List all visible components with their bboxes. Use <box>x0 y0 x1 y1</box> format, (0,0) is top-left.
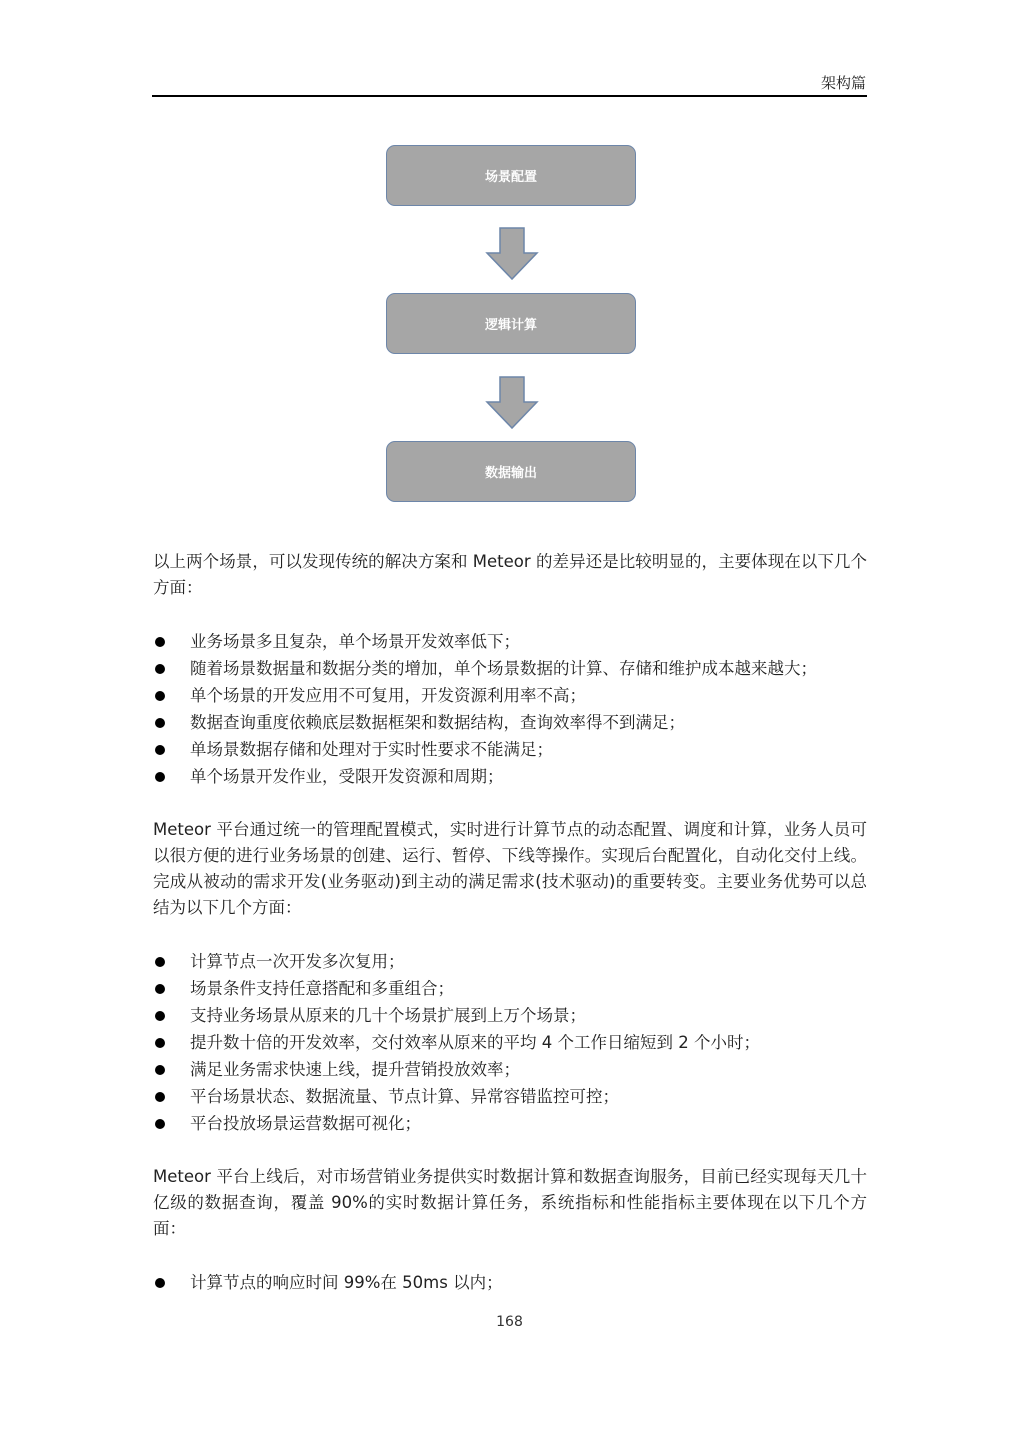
bullet-icon <box>155 1011 165 1021</box>
online-paragraph: Meteor 平台上线后，对市场营销业务提供实时数据计算和数据查询服务，目前已经实现每天几十亿级的数据查询，覆盖 90%的实时数据计算任务，系统指标和性能指标主要体现在以下几个方面： <box>153 1167 867 1238</box>
list-item: 平台场景状态、数据流量、节点计算、异常容错监控可控； <box>153 1083 893 1110</box>
list-item: 场景条件支持任意搭配和多重组合； <box>153 975 893 1002</box>
flow-step-data-output: 数据输出 <box>386 441 636 502</box>
list-item: 单个场景开发作业，受限开发资源和周期； <box>153 763 893 790</box>
list-item: 数据查询重度依赖底层数据框架和数据结构，查询效率得不到满足； <box>153 709 893 736</box>
intro-paragraph: 以上两个场景，可以发现传统的解决方案和 Meteor 的差异还是比较明显的，主要体现在以下几个方面： <box>153 552 867 597</box>
bullet-icon <box>155 984 165 994</box>
list-item: 平台投放场景运营数据可视化； <box>153 1110 893 1137</box>
list-item: 计算节点一次开发多次复用； <box>153 948 893 975</box>
bullet-icon <box>155 1119 165 1129</box>
list-item: 随着场景数据量和数据分类的增加，单个场景数据的计算、存储和维护成本越来越大； <box>153 655 893 682</box>
list-item: 满足业务需求快速上线，提升营销投放效率； <box>153 1056 893 1083</box>
metrics-list <box>153 1269 893 1296</box>
list-item: 单场景数据存储和处理对于实时性要求不能满足； <box>153 736 893 763</box>
list-item: 单个场景的开发应用不可复用，开发资源利用率不高； <box>153 682 893 709</box>
down-arrow-icon <box>484 227 540 281</box>
section-title: 架构篇 <box>820 74 866 92</box>
bullet-icon <box>155 1065 165 1075</box>
bullet-icon <box>155 1278 165 1288</box>
header-rule <box>152 95 867 97</box>
list-item: 业务场景多且复杂，单个场景开发效率低下； <box>153 628 893 655</box>
flow-step-scene-config: 场景配置 <box>386 145 636 206</box>
bullet-icon <box>155 1092 165 1102</box>
down-arrow-icon <box>484 376 540 430</box>
problems-list <box>153 628 893 790</box>
bullet-icon <box>155 718 165 728</box>
list-item: 计算节点的响应时间 99%在 50ms 以内； <box>153 1269 893 1296</box>
bullet-icon <box>155 691 165 701</box>
bullet-icon <box>155 664 165 674</box>
advantages-list <box>153 948 893 1137</box>
bullet-icon <box>155 745 165 755</box>
platform-paragraph: Meteor 平台通过统一的管理配置模式，实时进行计算节点的动态配置、调度和计算，业务人员可以很方便的进行业务场景的创建、运行、暂停、下线等操作。实现后台配置化，自动化交付上线。完成从被动的需求开发(业务驱动)到主动的满足需求(技术驱动)的重要转变。主要业务优势可以总结为以下几个方面： <box>153 820 867 917</box>
bullet-icon <box>155 772 165 782</box>
bullet-icon <box>155 637 165 647</box>
bullet-icon <box>155 1038 165 1048</box>
page-number: 168 <box>496 1314 523 1330</box>
list-item: 支持业务场景从原来的几十个场景扩展到上万个场景； <box>153 1002 893 1029</box>
list-item: 提升数十倍的开发效率，交付效率从原来的平均 4 个工作日缩短到 2 个小时； <box>153 1029 893 1056</box>
bullet-icon <box>155 957 165 967</box>
flow-step-logic-compute: 逻辑计算 <box>386 293 636 354</box>
